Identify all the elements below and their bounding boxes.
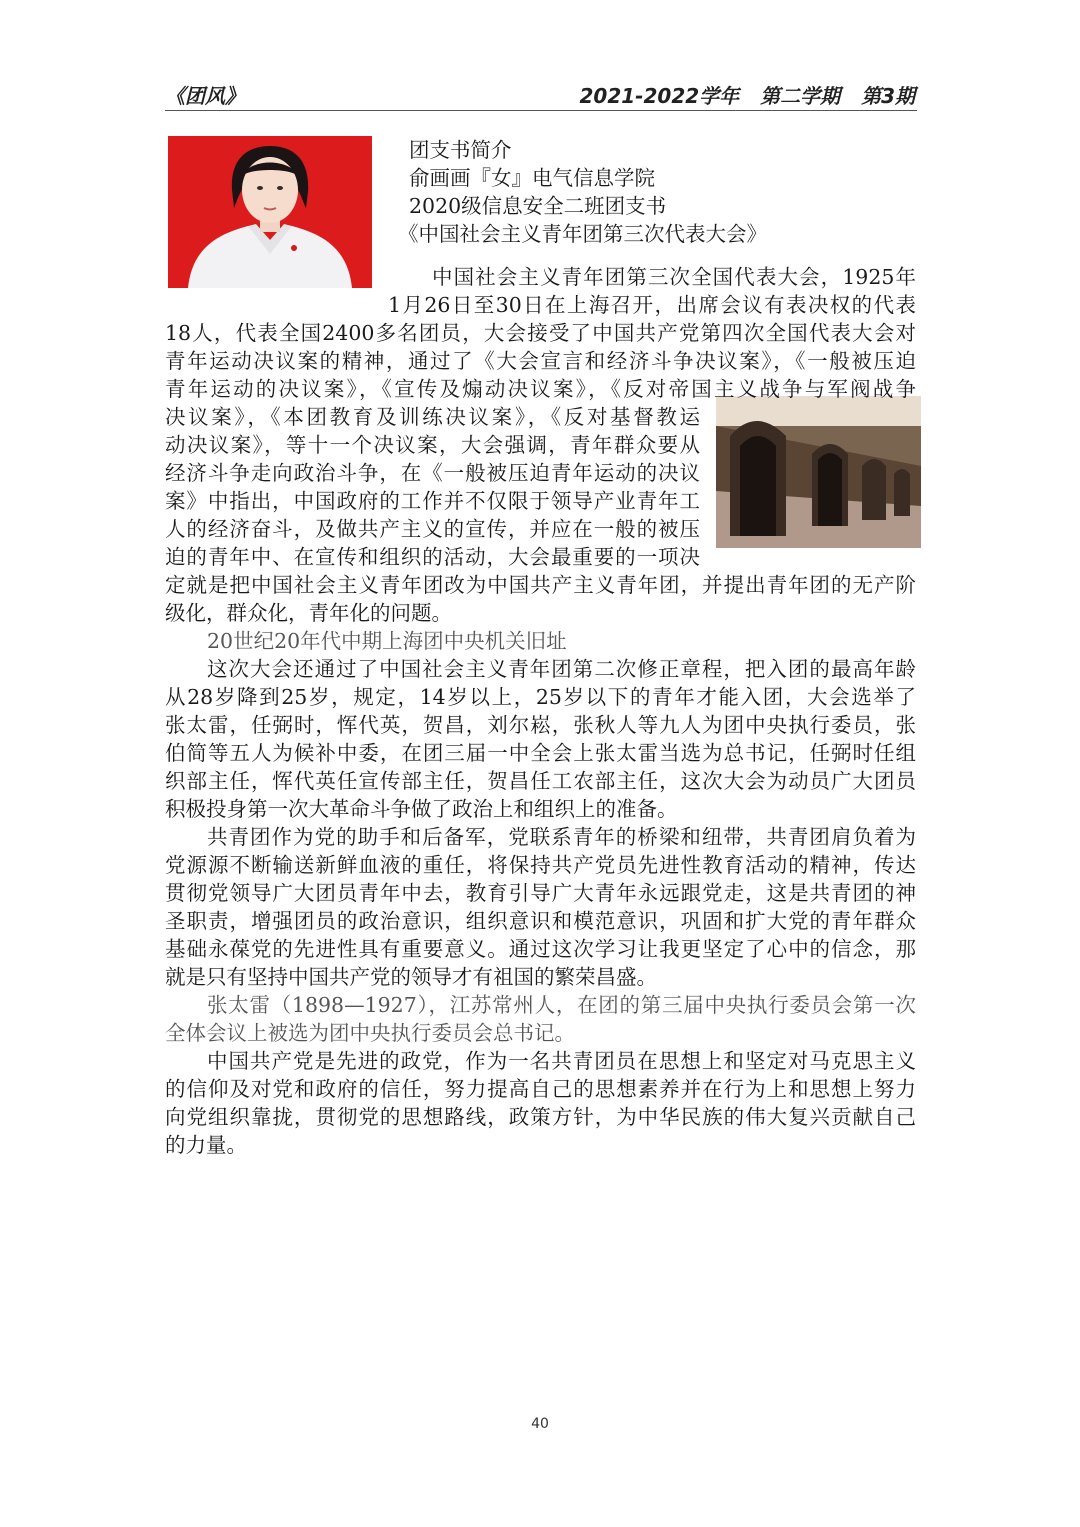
body-text-line: 18人，代表全国2400多名团员，大会接受了中国共产党第四次全国代表大会对 [165, 321, 916, 345]
body-text-line: 中国共产党是先进的政党，作为一名共青团员在思想上和坚定对马克思主义 [207, 1049, 916, 1073]
portrait-photo [168, 136, 372, 288]
body-text-line: 的力量。 [165, 1133, 247, 1157]
journal-title: 《团风》 [165, 84, 245, 108]
body-text-line: 这次大会还通过了中国社会主义青年团第二次修正章程，把入团的最高年龄 [207, 657, 916, 681]
body-text-line: 就是只有坚持中国共产党的领导才有祖国的繁荣昌盛。 [165, 965, 657, 989]
page-number: 40 [531, 1416, 549, 1432]
photo-caption-line: 张太雷（1898—1927），江苏常州人，在团的第三届中央执行委员会第一次 [207, 993, 916, 1017]
body-text-line: 青年运动的决议案》，《宣传及煽动决议案》，《反对帝国主义战争与军阀战争 [165, 377, 916, 401]
historic-site-photo [716, 396, 921, 548]
body-text-line: 中国社会主义青年团第三次全国代表大会，1925年 [432, 265, 916, 289]
body-text-line: 党源源不断输送新鲜血液的重任，将保持共产党员先进性教育活动的精神，传达 [165, 853, 916, 877]
body-text-line: 决议案》，《本团教育及训练决议案》，《反对基督教运 [165, 405, 700, 429]
body-text-line: 迫的青年中、在宣传和组织的活动，大会最重要的一项决 [165, 545, 700, 569]
body-text-line: 人的经济奋斗，及做共产主义的宣传，并应在一般的被压 [165, 517, 700, 541]
body-text-line: 织部主任，恽代英任宣传部主任，贺昌任工农部主任，这次大会为动员广大团员 [165, 769, 916, 793]
issue-info: 2021-2022学年 第二学期 第3期 [579, 84, 915, 108]
body-text-line: 圣职责，增强团员的政治意识，组织意识和模范意识，巩固和扩大党的青年群众 [165, 909, 916, 933]
body-text-line: 定就是把中国社会主义青年团改为中国共产主义青年团，并提出青年团的无产阶 [165, 573, 916, 597]
intro-position: 2020级信息安全二班团支书 [409, 194, 667, 218]
page-header [165, 78, 917, 111]
body-text-line: 青年运动决议案的精神，通过了《大会宣言和经济斗争决议案》，《一般被压迫 [165, 349, 916, 373]
photo-caption-line: 全体会议上被选为团中央执行委员会总书记。 [165, 1021, 575, 1045]
body-text-line: 基础永葆党的先进性具有重要意义。通过这次学习让我更坚定了心中的信念，那 [165, 937, 916, 961]
body-text-line: 贯彻党领导广大团员青年中去，教育引导广大青年永远跟党走，这是共青团的神 [165, 881, 916, 905]
body-text-line: 从28岁降到25岁，规定，14岁以上，25岁以下的青年才能入团，大会选举了 [165, 685, 916, 709]
photo-caption-line: 20世纪20年代中期上海团中央机关旧址 [207, 629, 567, 653]
article-title: 《中国社会主义青年团第三次代表大会》 [398, 222, 767, 246]
body-text-line: 1月26日至30日在上海召开，出席会议有表决权的代表 [388, 293, 916, 317]
body-text-line: 积极投身第一次大革命斗争做了政治上和组织上的准备。 [165, 797, 678, 821]
body-text-line: 伯简等五人为候补中委，在团三届一中全会上张太雷当选为总书记，任弼时任组 [165, 741, 916, 765]
body-text-line: 向党组织靠拢，贯彻党的思想路线，政策方针，为中华民族的伟大复兴贡献自己 [165, 1105, 916, 1129]
body-text-line: 级化，群众化，青年化的问题。 [165, 601, 452, 625]
intro-heading: 团支书简介 [409, 138, 512, 162]
body-text-line: 张太雷，任弼时，恽代英，贺昌，刘尔崧，张秋人等九人为团中央执行委员，张 [165, 713, 916, 737]
body-text-line: 的信仰及对党和政府的信任，努力提高自己的思想素养并在行为上和思想上努力 [165, 1077, 916, 1101]
body-text-line: 经济斗争走向政治斗争，在《一般被压迫青年运动的决议 [165, 461, 700, 485]
body-text-line: 共青团作为党的助手和后备军，党联系青年的桥梁和纽带，共青团肩负着为 [207, 825, 916, 849]
body-text-line: 案》中指出，中国政府的工作并不仅限于领导产业青年工 [165, 489, 700, 513]
body-text-line: 动决议案》，等十一个决议案，大会强调，青年群众要从 [165, 433, 700, 457]
intro-name: 俞画画『女』电气信息学院 [409, 166, 655, 190]
